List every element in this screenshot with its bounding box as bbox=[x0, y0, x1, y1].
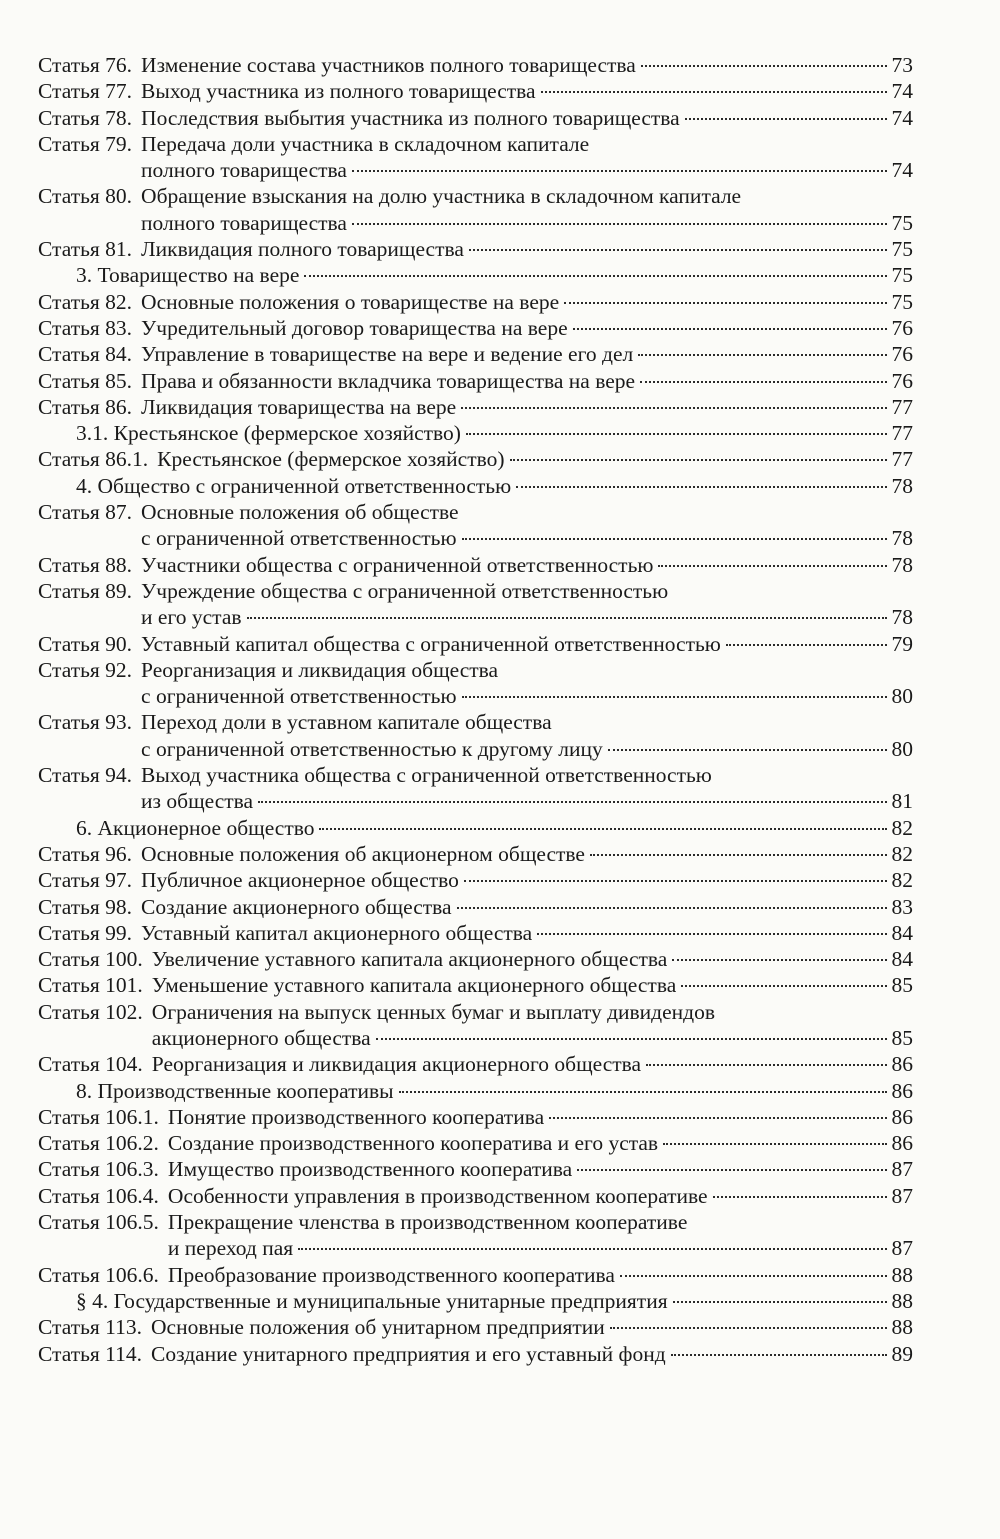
page-number: 82 bbox=[891, 841, 913, 866]
toc-entry bbox=[38, 394, 913, 420]
page-number: 78 bbox=[891, 526, 913, 551]
page-number: 82 bbox=[891, 815, 913, 840]
article-label: Статья 83. bbox=[38, 315, 133, 340]
page-number: 75 bbox=[891, 263, 913, 288]
toc-section-heading bbox=[38, 815, 913, 841]
entry-title-line: Крестьянское (фермерское хозяйство) bbox=[157, 447, 505, 472]
entry-title-line: Управление в товариществе на вере и ведение его дел bbox=[141, 342, 634, 367]
toc-entry bbox=[38, 1156, 913, 1182]
page-number: 82 bbox=[891, 868, 913, 893]
toc-entry bbox=[38, 289, 913, 315]
entry-title-line: Понятие производственного кооператива bbox=[167, 1104, 545, 1129]
toc-entry bbox=[38, 1209, 913, 1262]
article-label: Статья 78. bbox=[38, 105, 133, 130]
toc-entry bbox=[38, 78, 913, 104]
toc-entry bbox=[38, 1104, 913, 1130]
article-label: Статья 106.2. bbox=[38, 1131, 159, 1156]
entry-title-line: Создание унитарного предприятия и его уставный фонд bbox=[151, 1341, 666, 1366]
article-label: Статья 106.4. bbox=[38, 1183, 159, 1208]
entry-title-line: § 4. Государственные и муниципальные унитарные предприятия bbox=[76, 1288, 668, 1313]
toc-entry bbox=[38, 446, 913, 472]
toc-section-heading bbox=[38, 420, 913, 446]
toc-entry bbox=[38, 657, 913, 710]
entry-title-line: 4. Общество с ограниченной ответственностью bbox=[76, 473, 512, 498]
dot-leader bbox=[726, 644, 887, 646]
page-number: 78 bbox=[891, 552, 913, 577]
article-label: Статья 77. bbox=[38, 79, 133, 104]
entry-title-line: Основные положения об обществе bbox=[141, 500, 459, 525]
entry-title-line: с ограниченной ответственностью bbox=[141, 684, 457, 709]
toc-section-heading bbox=[38, 1078, 913, 1104]
page-number: 75 bbox=[891, 289, 913, 314]
page-number: 85 bbox=[891, 1025, 913, 1050]
entry-title-line: Переход доли в уставном капитале общества bbox=[141, 710, 552, 735]
page-number: 88 bbox=[891, 1262, 913, 1287]
page-number: 77 bbox=[891, 421, 913, 446]
dot-leader bbox=[541, 91, 887, 93]
entry-title-line: Уставный капитал общества с ограниченной ответственностью bbox=[141, 631, 721, 656]
article-label: Статья 85. bbox=[38, 368, 133, 393]
toc-entry bbox=[38, 1051, 913, 1077]
page-number: 87 bbox=[891, 1183, 913, 1208]
toc-entry bbox=[38, 709, 913, 762]
entry-title-line: Уставный капитал акционерного общества bbox=[141, 920, 533, 945]
article-label: Статья 114. bbox=[38, 1341, 142, 1366]
page-number: 78 bbox=[891, 473, 913, 498]
article-label: Статья 88. bbox=[38, 552, 133, 577]
page-number: 79 bbox=[891, 631, 913, 656]
page-number: 76 bbox=[891, 342, 913, 367]
entry-title-line: Участники общества с ограниченной ответственностью bbox=[141, 552, 654, 577]
toc-entry bbox=[38, 341, 913, 367]
article-label: Статья 104. bbox=[38, 1052, 143, 1077]
page-number: 86 bbox=[891, 1104, 913, 1129]
entry-title-line: Уменьшение уставного капитала акционерного общества bbox=[151, 973, 677, 998]
dot-leader bbox=[638, 354, 886, 356]
toc-entry bbox=[38, 867, 913, 893]
article-label: Статья 92. bbox=[38, 657, 133, 682]
dot-leader bbox=[610, 1327, 887, 1329]
page-number: 86 bbox=[891, 1078, 913, 1103]
dot-leader bbox=[641, 65, 887, 67]
article-label: Статья 81. bbox=[38, 237, 133, 262]
article-label: Статья 76. bbox=[38, 53, 133, 77]
page-number: 74 bbox=[891, 79, 913, 104]
dot-leader bbox=[685, 118, 887, 120]
page-number: 87 bbox=[891, 1236, 913, 1261]
toc-entry bbox=[38, 1314, 913, 1340]
entry-title-line: Публичное акционерное общество bbox=[141, 868, 459, 893]
page-number: 73 bbox=[891, 53, 913, 77]
entry-title-line: Создание производственного кооператива и его устав bbox=[167, 1131, 659, 1156]
article-label: Статья 89. bbox=[38, 578, 133, 603]
dot-leader bbox=[640, 381, 886, 383]
toc-entry bbox=[38, 552, 913, 578]
dot-leader bbox=[462, 538, 887, 540]
entry-title-line: Особенности управления в производственном кооперативе bbox=[167, 1183, 708, 1208]
entry-title-line: Прекращение членства в производственном кооперативе bbox=[167, 1210, 688, 1235]
entry-title-line: Обращение взыскания на долю участника в складочном капитале bbox=[141, 184, 742, 209]
page-number: 84 bbox=[891, 947, 913, 972]
entry-title-line: Создание акционерного общества bbox=[141, 894, 452, 919]
entry-title-line: Учредительный договор товарищества на вере bbox=[141, 315, 568, 340]
toc-entry bbox=[38, 762, 913, 815]
dot-leader bbox=[399, 1091, 887, 1093]
article-label: Статья 87. bbox=[38, 500, 133, 525]
dot-leader bbox=[590, 854, 887, 856]
entry-title-line: с ограниченной ответственностью bbox=[141, 526, 457, 551]
dot-leader bbox=[577, 1169, 886, 1171]
toc-entry bbox=[38, 972, 913, 998]
dot-leader bbox=[516, 486, 886, 488]
entry-title-line: Права и обязанности вкладчика товарищества на вере bbox=[141, 368, 636, 393]
page-number: 88 bbox=[891, 1288, 913, 1313]
article-label: Статья 99. bbox=[38, 920, 133, 945]
article-label: Статья 94. bbox=[38, 763, 133, 788]
toc-entry bbox=[38, 105, 913, 131]
entry-title-line: Ограничения на выпуск ценных бумаг и выплату дивидендов bbox=[151, 999, 715, 1024]
toc-entry bbox=[38, 499, 913, 552]
dot-leader bbox=[673, 1301, 887, 1303]
article-label: Статья 106.6. bbox=[38, 1262, 159, 1287]
entry-title-line: Преобразование производственного кооператива bbox=[167, 1262, 615, 1287]
toc-entry bbox=[38, 578, 913, 631]
toc-entry bbox=[38, 946, 913, 972]
entry-title-line: Реорганизация и ликвидация акционерного общества bbox=[151, 1052, 642, 1077]
toc-entry bbox=[38, 1341, 913, 1367]
article-label: Статья 79. bbox=[38, 131, 133, 156]
entry-title-line: Изменение состава участников полного товарищества bbox=[141, 53, 636, 77]
article-label: Статья 84. bbox=[38, 342, 133, 367]
entry-title-line: Передача доли участника в складочном капитале bbox=[141, 131, 590, 156]
article-label: Статья 102. bbox=[38, 999, 143, 1024]
entry-title-line: 3. Товарищество на вере bbox=[76, 263, 300, 288]
dot-leader bbox=[620, 1275, 887, 1277]
toc-section-heading bbox=[38, 1288, 913, 1314]
page-number: 81 bbox=[891, 789, 913, 814]
article-label: Статья 101. bbox=[38, 973, 143, 998]
page-number: 84 bbox=[891, 920, 913, 945]
entry-title-line: Последствия выбытия участника из полного товарищества bbox=[141, 105, 680, 130]
toc-entry bbox=[38, 920, 913, 946]
toc-entry bbox=[38, 315, 913, 341]
entry-title-line: и его устав bbox=[141, 605, 242, 630]
dot-leader bbox=[469, 249, 887, 251]
toc-entry bbox=[38, 1262, 913, 1288]
entry-title-line: 3.1. Крестьянское (фермерское хозяйство) bbox=[76, 421, 461, 446]
entry-title-line: Основные положения об унитарном предприятии bbox=[151, 1315, 605, 1340]
entry-title-line: 8. Производственные кооперативы bbox=[76, 1078, 394, 1103]
entry-title-line: Учреждение общества с ограниченной ответственностью bbox=[141, 578, 669, 603]
dot-leader bbox=[549, 1117, 886, 1119]
dot-leader bbox=[464, 880, 887, 882]
toc-section-heading bbox=[38, 262, 913, 288]
dot-leader bbox=[564, 302, 886, 304]
dot-leader bbox=[319, 828, 886, 830]
entry-title-line: Ликвидация полного товарищества bbox=[141, 237, 464, 262]
dot-leader bbox=[658, 565, 886, 567]
entry-title-line: Имущество производственного кооператива bbox=[167, 1157, 573, 1182]
page-number: 74 bbox=[891, 105, 913, 130]
entry-title-line: 6. Акционерное общество bbox=[76, 815, 315, 840]
article-label: Статья 82. bbox=[38, 289, 133, 314]
toc-entry bbox=[38, 1130, 913, 1156]
dot-leader bbox=[663, 1143, 886, 1145]
dot-leader bbox=[352, 170, 887, 172]
article-label: Статья 100. bbox=[38, 947, 143, 972]
page-number: 87 bbox=[891, 1157, 913, 1182]
dot-leader bbox=[646, 1064, 886, 1066]
toc-entry bbox=[38, 894, 913, 920]
dot-leader bbox=[713, 1196, 887, 1198]
article-label: Статья 106.5. bbox=[38, 1210, 159, 1235]
table-of-contents bbox=[38, 52, 913, 1367]
entry-title-line: Выход участника из полного товарищества bbox=[141, 79, 536, 104]
dot-leader bbox=[461, 407, 886, 409]
article-label: Статья 80. bbox=[38, 184, 133, 209]
entry-title-line: Ликвидация товарищества на вере bbox=[141, 394, 457, 419]
dot-leader bbox=[672, 959, 886, 961]
article-label: Статья 97. bbox=[38, 868, 133, 893]
page-number: 77 bbox=[891, 447, 913, 472]
toc-entry bbox=[38, 631, 913, 657]
entry-title-line: Основные положения об акционерном обществе bbox=[141, 841, 585, 866]
toc-entry bbox=[38, 1183, 913, 1209]
entry-title-line: Увеличение уставного капитала акционерного общества bbox=[151, 947, 668, 972]
page-number: 75 bbox=[891, 210, 913, 235]
page-number: 85 bbox=[891, 973, 913, 998]
entry-title-line: полного товарищества bbox=[141, 158, 347, 183]
entry-title-line: и переход пая bbox=[167, 1236, 294, 1261]
dot-leader bbox=[466, 433, 887, 435]
page-number: 88 bbox=[891, 1315, 913, 1340]
article-label: Статья 86. bbox=[38, 394, 133, 419]
toc-entry bbox=[38, 52, 913, 78]
article-label: Статья 90. bbox=[38, 631, 133, 656]
dot-leader bbox=[298, 1248, 886, 1250]
page-number: 77 bbox=[891, 394, 913, 419]
toc-entry bbox=[38, 131, 913, 184]
dot-leader bbox=[352, 223, 887, 225]
page-number: 86 bbox=[891, 1052, 913, 1077]
toc-entry bbox=[38, 368, 913, 394]
toc-entry bbox=[38, 841, 913, 867]
toc-entry bbox=[38, 999, 913, 1052]
toc-entry bbox=[38, 236, 913, 262]
page-number: 76 bbox=[891, 315, 913, 340]
dot-leader bbox=[537, 933, 886, 935]
page-number: 80 bbox=[891, 736, 913, 761]
article-label: Статья 96. bbox=[38, 841, 133, 866]
entry-title-line: Выход участника общества с ограниченной ответственностью bbox=[141, 763, 712, 788]
article-label: Статья 106.1. bbox=[38, 1104, 159, 1129]
page-number: 74 bbox=[891, 158, 913, 183]
article-label: Статья 86.1. bbox=[38, 447, 149, 472]
entry-title-line: акционерного общества bbox=[151, 1025, 371, 1050]
entry-title-line: полного товарищества bbox=[141, 210, 347, 235]
dot-leader bbox=[510, 459, 887, 461]
dot-leader bbox=[671, 1354, 887, 1356]
entry-title-line: Основные положения о товариществе на вере bbox=[141, 289, 560, 314]
dot-leader bbox=[457, 907, 887, 909]
entry-title-line: с ограниченной ответственностью к другому лицу bbox=[141, 736, 603, 761]
dot-leader bbox=[573, 328, 887, 330]
dot-leader bbox=[258, 801, 886, 803]
page-number: 78 bbox=[891, 605, 913, 630]
toc-entry bbox=[38, 183, 913, 236]
dot-leader bbox=[304, 275, 886, 277]
dot-leader bbox=[608, 749, 887, 751]
dot-leader bbox=[247, 617, 887, 619]
article-label: Статья 98. bbox=[38, 894, 133, 919]
dot-leader bbox=[681, 985, 886, 987]
entry-title-line: из общества bbox=[141, 789, 254, 814]
page-number: 89 bbox=[891, 1341, 913, 1366]
dot-leader bbox=[462, 696, 887, 698]
page-number: 86 bbox=[891, 1131, 913, 1156]
entry-title-line: Реорганизация и ликвидация общества bbox=[141, 657, 499, 682]
article-label: Статья 106.3. bbox=[38, 1157, 159, 1182]
article-label: Статья 93. bbox=[38, 710, 133, 735]
page-number: 76 bbox=[891, 368, 913, 393]
article-label: Статья 113. bbox=[38, 1315, 142, 1340]
dot-leader bbox=[376, 1038, 887, 1040]
toc-section-heading bbox=[38, 473, 913, 499]
page-number: 83 bbox=[891, 894, 913, 919]
page-number: 75 bbox=[891, 237, 913, 262]
page-number: 80 bbox=[891, 684, 913, 709]
